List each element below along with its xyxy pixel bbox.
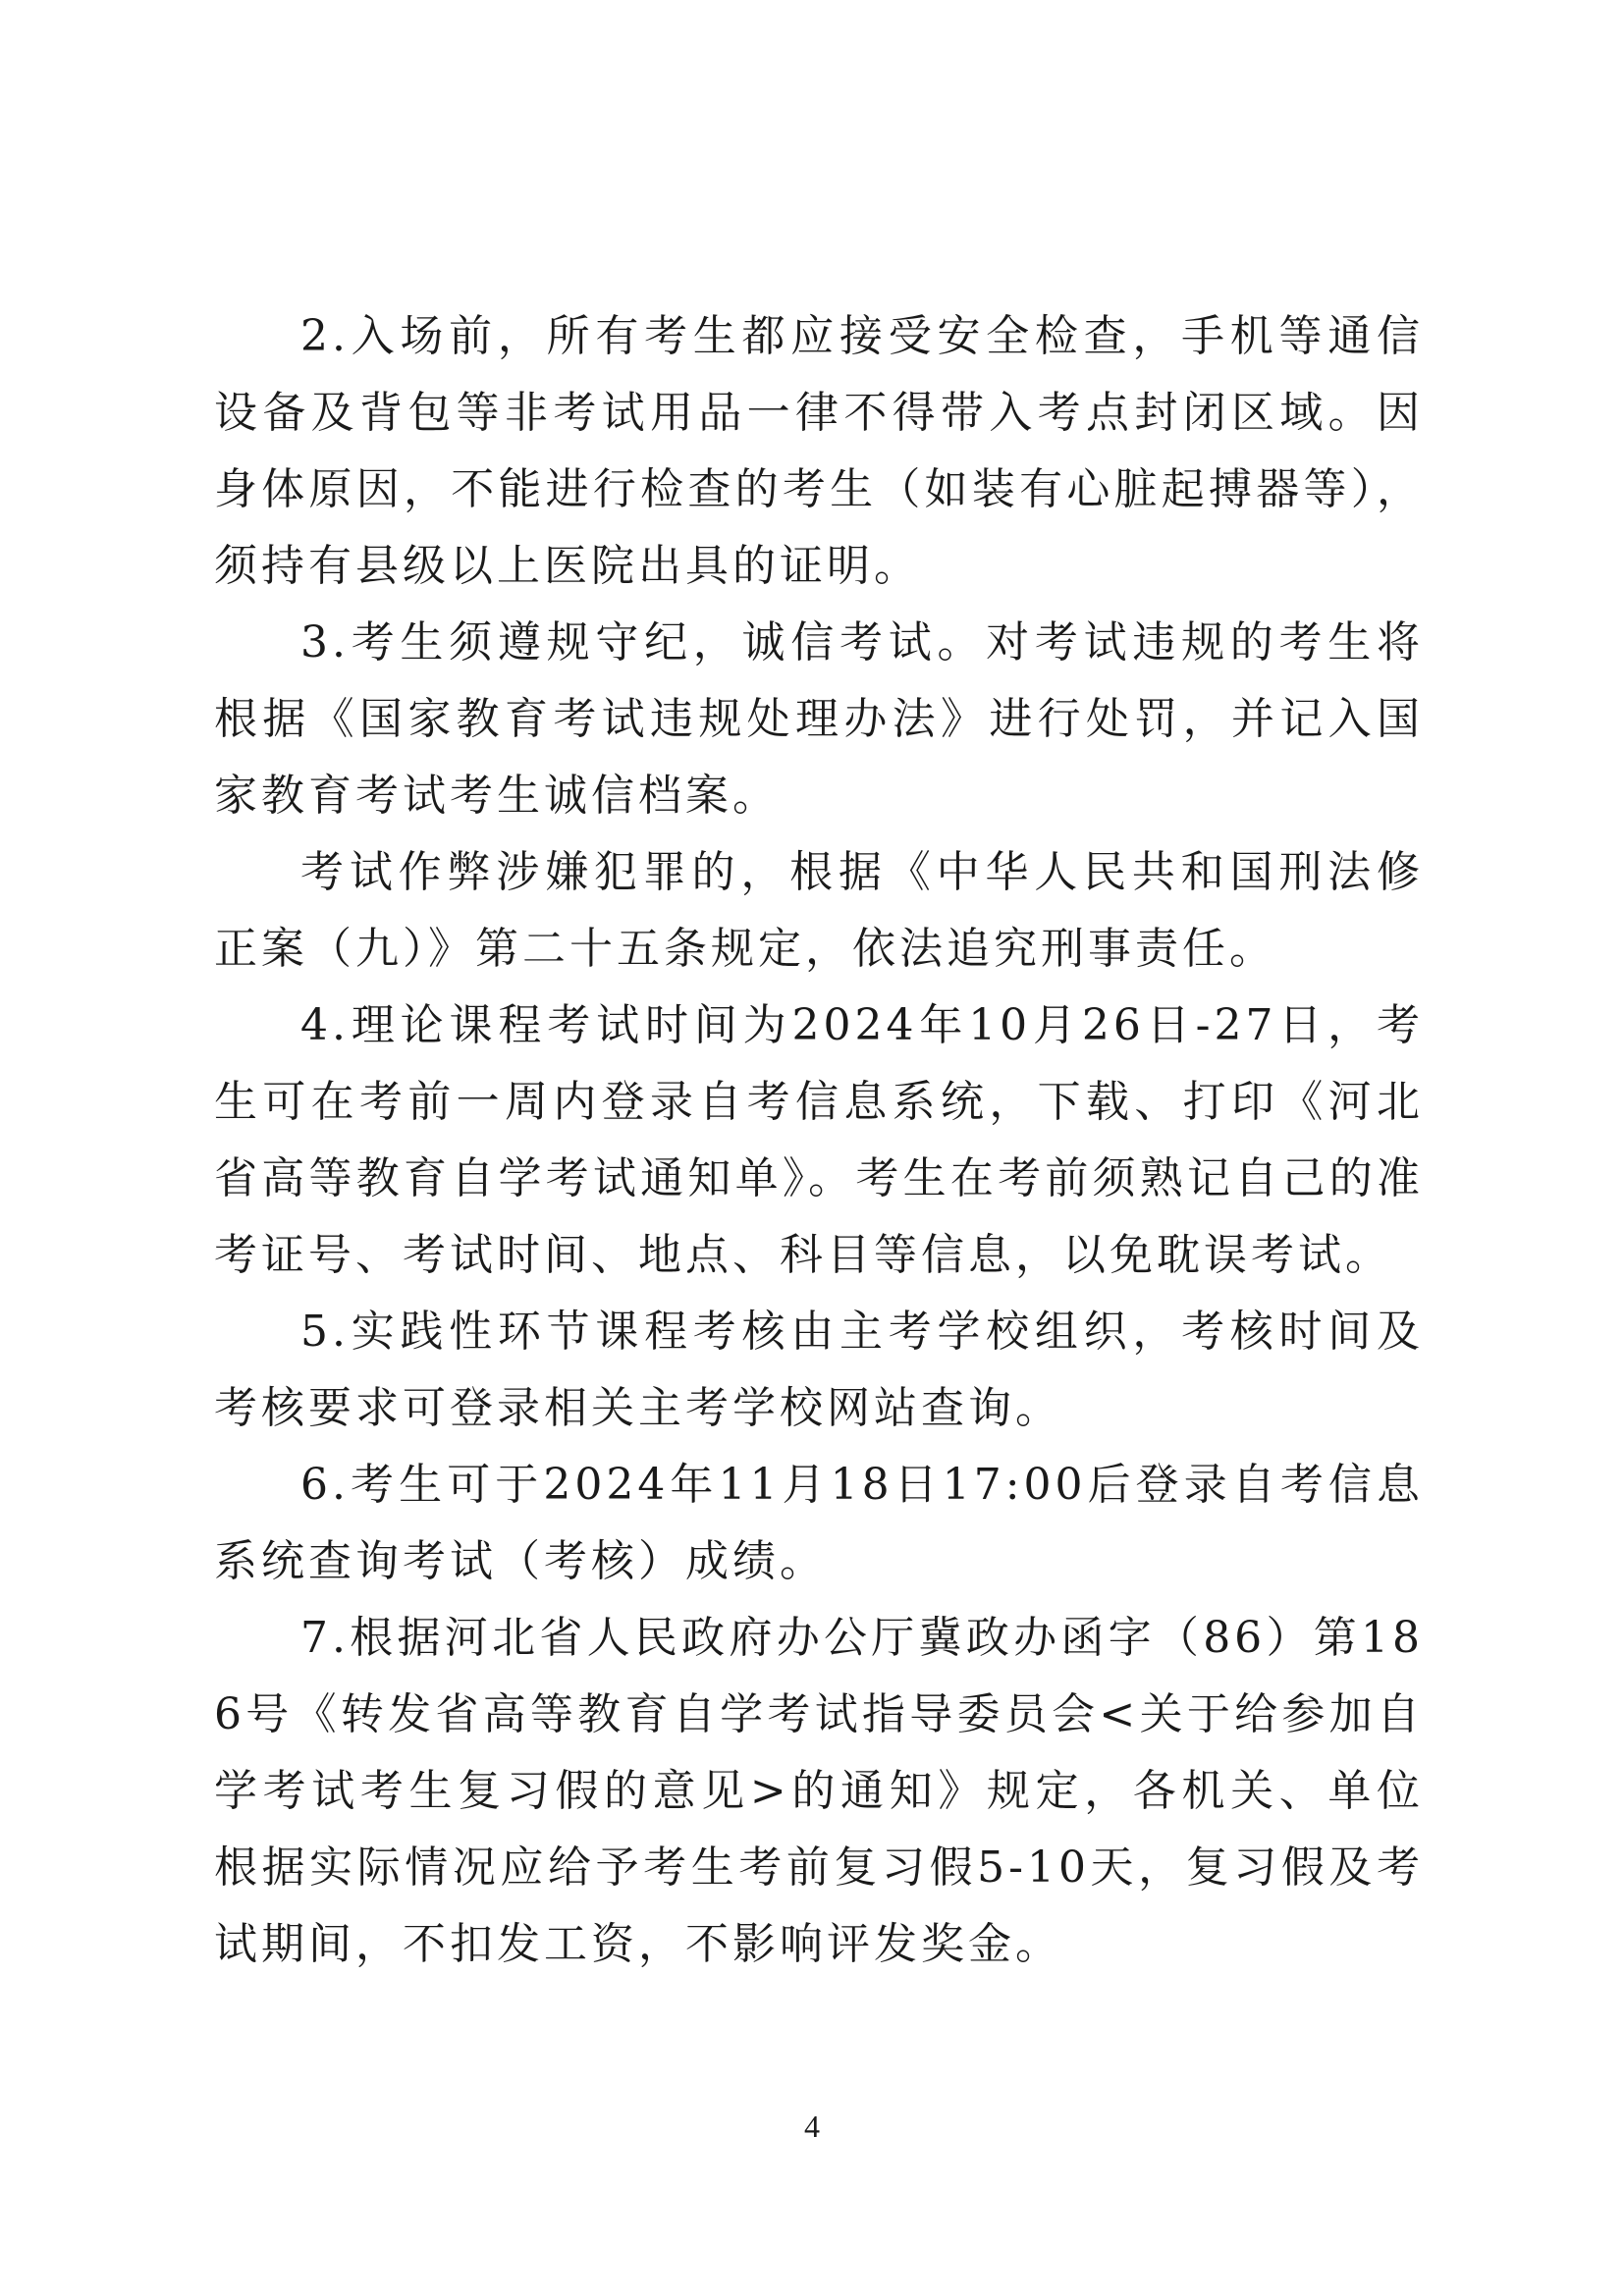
page-number: 4: [804, 2109, 820, 2144]
paragraph-security-check: 2.入场前，所有考生都应接受安全检查，手机等通信设备及背包等非考试用品一律不得带入考点封闭区域。因身体原因，不能进行检查的考生（如装有心脏起搏器等），须持有县级以上医院出具的证明。: [214, 311, 1424, 591]
paragraph-score-query: 6.考生可于2024年11月18日17:00后登录自考信息系统查询考试（考核）成绩。: [214, 1460, 1424, 1586]
paragraph-criminal-liability: 考试作弊涉嫌犯罪的，根据《中华人民共和国刑法修正案（九）》第二十五条规定，依法追究刑事责任。: [214, 847, 1424, 974]
paragraph-exam-schedule: 4.理论课程考试时间为2024年10月26日-27日，考生可在考前一周内登录自考信息系统，下载、打印《河北省高等教育自学考试通知单》。考生在考前须熟记自己的准考证号、考试时间、地点、科目等信息，以免耽误考试。: [214, 1000, 1424, 1280]
paragraph-review-leave: 7.根据河北省人民政府办公厅冀政办函字（86）第186号《转发省高等教育自学考试指导委员会<关于给参加自学考试考生复习假的意见>的通知》规定，各机关、单位根据实际情况应给予考生考前复习假5-10天，复习假及考试期间，不扣发工资，不影响评发奖金。: [214, 1613, 1424, 1969]
paragraph-practical-assessment: 5.实践性环节课程考核由主考学校组织，考核时间及考核要求可登录相关主考学校网站查询。: [214, 1307, 1424, 1433]
document-body: [214, 298, 1424, 1983]
paragraph-integrity: 3.考生须遵规守纪，诚信考试。对考试违规的考生将根据《国家教育考试违规处理办法》进行处罚，并记入国家教育考试考生诚信档案。: [214, 617, 1424, 821]
